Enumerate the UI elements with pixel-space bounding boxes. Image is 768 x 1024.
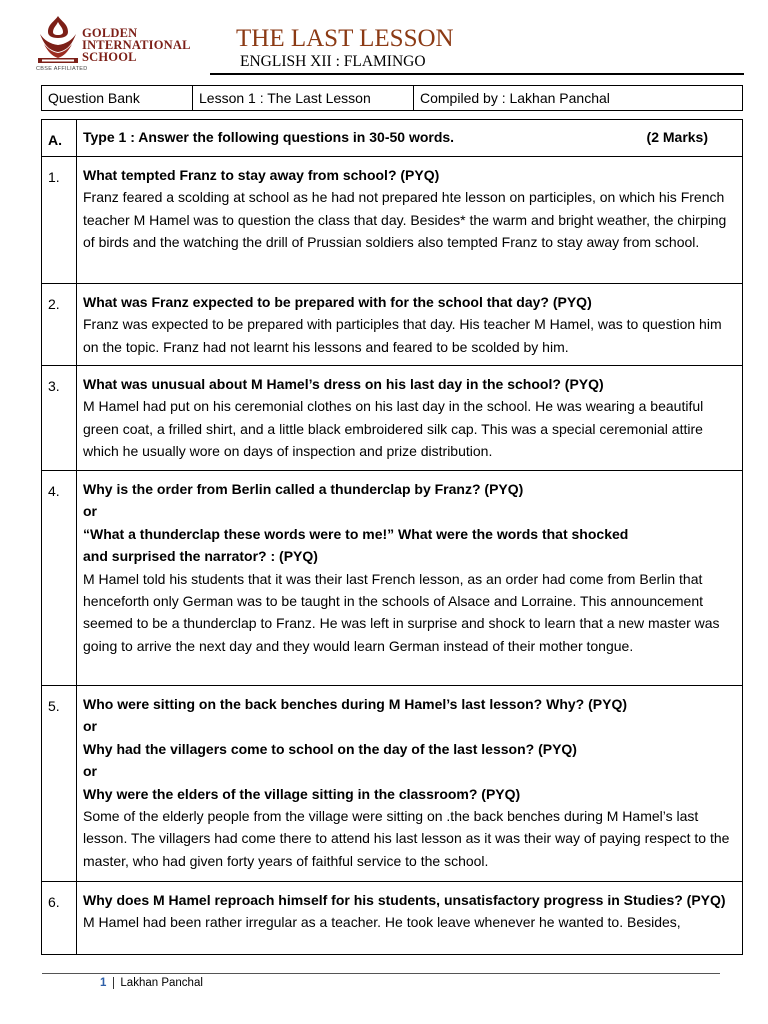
page-header xyxy=(0,0,768,80)
page-number: 1 xyxy=(100,977,114,989)
school-name-line: GOLDEN xyxy=(82,26,138,40)
affiliation-text: CBSE AFFILIATED xyxy=(36,66,88,72)
question-text-line: Why had the villagers come to school on the day of the last lesson? (PYQ) xyxy=(83,740,577,757)
footer-author: Lakhan Panchal xyxy=(120,977,203,989)
answer-text: M Hamel had put on his ceremonial clothes on his last day in the school. He was wearing a beautiful green coat, a frilled shirt, and a little black embroidered silk cap. This was a special ceremonial attire which he usually wore on days of inspection and prize distribution. xyxy=(83,398,704,460)
document-title: THE LAST LESSON xyxy=(236,25,454,52)
question-text: What was unusual about M Hamel’s dress on his last day in the school? (PYQ) xyxy=(83,376,604,392)
question-number: 1. xyxy=(42,157,77,283)
school-name-line: SCHOOL xyxy=(82,50,137,64)
question-number: 4. xyxy=(42,471,77,685)
footer-divider xyxy=(42,973,720,974)
question-or: or xyxy=(83,763,97,780)
answer-text: Some of the elderly people from the village were sitting on .the back benches during M Hamel’s last lesson. The villagers had come there to attend his last lesson as it was their way of paying respect to the master, who had given forty years of faithful service to the school. xyxy=(83,808,730,869)
school-name xyxy=(82,27,212,63)
question-row xyxy=(42,157,742,284)
question-text-line: “What a thunderclap these words were to me!” What were the words that shocked xyxy=(83,525,629,542)
meta-cell-compiler: Compiled by : Lakhan Panchal xyxy=(420,90,610,106)
question-row xyxy=(42,686,742,882)
answer-text: M Hamel had been rather irregular as a teacher. He took leave whenever he wanted to. Besides, xyxy=(83,914,681,931)
question-or: or xyxy=(83,718,97,735)
answer-text: Franz was expected to be prepared with participles that day. His teacher M Hamel, was to question him on the topic. Franz had not learnt his lessons and feared to be scolded by him. xyxy=(83,316,722,355)
header-divider xyxy=(210,73,744,75)
meta-cell-lesson: Lesson 1 : The Last Lesson xyxy=(193,86,414,110)
answer-text: M Hamel told his students that it was their last French lesson, as an order had come from Berlin that henceforth only German was to be taught in the schools of Alsace and Lorraine. This announcement seemed to be a thunderclap to Franz. He was left in surprise and shock to learn that a new master was going to arrive the next day and they would learn German instead of their mother tongue. xyxy=(83,570,720,654)
meta-cell-bank: Question Bank xyxy=(42,86,193,110)
question-or: or xyxy=(83,503,97,520)
school-name-line: INTERNATIONAL xyxy=(82,38,191,52)
question-text: Why does M Hamel reproach himself for his students, unsatisfactory progress in Studies? (PYQ) xyxy=(83,892,726,908)
document-subtitle: ENGLISH XII : FLAMINGO xyxy=(240,53,426,70)
question-text-line: Why were the elders of the village sitting in the classroom? (PYQ) xyxy=(83,785,521,802)
section-title xyxy=(83,126,736,148)
section-instruction: Type 1 : Answer the following questions in 30-50 words. xyxy=(83,129,455,145)
question-number: 3. xyxy=(42,366,77,470)
section-header-row xyxy=(42,120,742,157)
question-text: What was Franz expected to be prepared with for the school that day? (PYQ) xyxy=(83,294,592,310)
page-footer xyxy=(100,977,203,989)
question-text-line: Who were sitting on the back benches during M Hamel’s last lesson? Why? (PYQ) xyxy=(83,696,628,712)
section-label: A. xyxy=(42,120,77,156)
question-text-line: Why is the order from Berlin called a thunderclap by Franz? (PYQ) xyxy=(83,481,524,497)
question-text-line: and surprised the narrator? : (PYQ) xyxy=(83,548,318,565)
question-number: 2. xyxy=(42,284,77,365)
question-row xyxy=(42,284,742,366)
question-text: What tempted Franz to stay away from school? (PYQ) xyxy=(83,167,440,183)
school-crest-icon xyxy=(34,14,82,66)
school-logo xyxy=(34,14,209,76)
question-table xyxy=(41,119,743,955)
question-number: 5. xyxy=(42,686,77,881)
meta-table xyxy=(41,85,743,111)
question-row xyxy=(42,882,742,955)
answer-text: Franz feared a scolding at school as he had not prepared hte lesson on participles, on which his French teacher M Hamel was to question the class that day. Besides* the warm and bright weather, the chirping of birds and the watching the drill of Prussian soldiers also tempted Franz to stay away from school. xyxy=(83,189,727,251)
section-marks: (2 Marks) xyxy=(646,129,708,145)
question-number: 6. xyxy=(42,882,77,955)
question-row xyxy=(42,366,742,471)
question-row xyxy=(42,471,742,686)
